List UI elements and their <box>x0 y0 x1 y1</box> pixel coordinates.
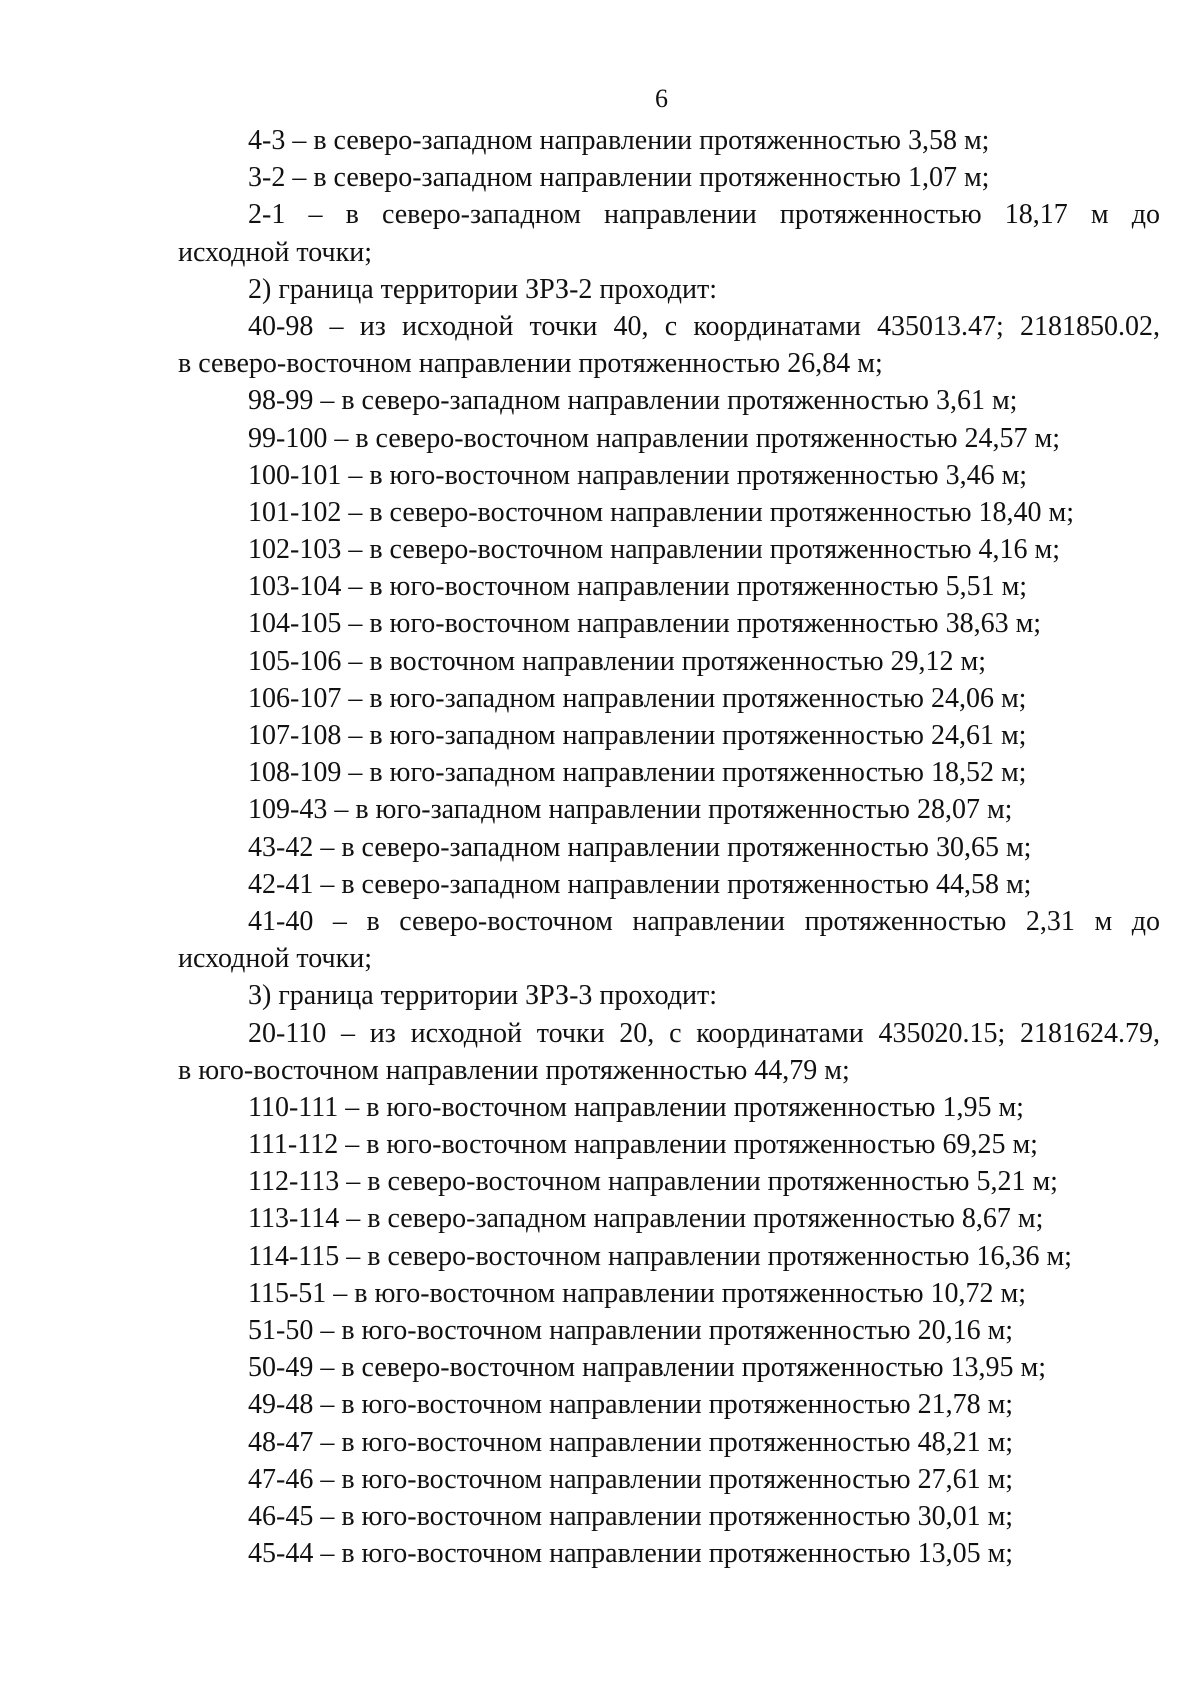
boundary-segment: 115-51 – в юго-восточном направлении протяженностью 10,72 м; <box>248 1277 1027 1309</box>
boundary-segment: 102-103 – в северо-восточном направлении протяженностью 4,16 м; <box>248 534 1061 566</box>
boundary-segment: 98-99 – в северо-западном направлении протяженностью 3,61 м; <box>248 385 1018 417</box>
boundary-segment: 20-110 – из исходной точки 20, с координатами 435020.15; 2181624.79, <box>248 1017 1160 1049</box>
boundary-segment: 47-46 – в юго-восточном направлении протяженностью 27,61 м; <box>248 1463 1014 1495</box>
boundary-segment: 101-102 – в северо-восточном направлении протяженностью 18,40 м; <box>248 496 1075 528</box>
boundary-segment: 45-44 – в юго-восточном направлении протяженностью 13,05 м; <box>248 1538 1014 1570</box>
boundary-segment: 111-112 – в юго-восточном направлении протяженностью 69,25 м; <box>248 1129 1038 1161</box>
boundary-segment: 41-40 – в северо-восточном направлении протяженностью 2,31 м до <box>248 905 1160 937</box>
boundary-segment: 105-106 – в восточном направлении протяженностью 29,12 м; <box>248 645 987 677</box>
boundary-segment: 49-48 – в юго-восточном направлении протяженностью 21,78 м; <box>248 1389 1014 1421</box>
boundary-segment-continuation: исходной точки; <box>178 943 372 975</box>
boundary-segment: 110-111 – в юго-восточном направлении протяженностью 1,95 м; <box>248 1091 1024 1123</box>
boundary-segment: 104-105 – в юго-восточном направлении протяженностью 38,63 м; <box>248 608 1042 640</box>
boundary-segment: 114-115 – в северо-восточном направлении протяженностью 16,36 м; <box>248 1240 1072 1272</box>
zone-heading: 3) граница территории ЗРЗ-3 проходит: <box>248 980 718 1012</box>
page-number: 6 <box>655 84 668 113</box>
boundary-segment: 108-109 – в юго-западном направлении протяженностью 18,52 м; <box>248 757 1027 789</box>
boundary-segment: 50-49 – в северо-восточном направлении протяженностью 13,95 м; <box>248 1352 1047 1384</box>
boundary-segment: 113-114 – в северо-западном направлении протяженностью 8,67 м; <box>248 1203 1044 1235</box>
boundary-segment: 46-45 – в юго-восточном направлении протяженностью 30,01 м; <box>248 1500 1014 1532</box>
boundary-segment-continuation: исходной точки; <box>178 236 372 268</box>
boundary-segment: 107-108 – в юго-западном направлении протяженностью 24,61 м; <box>248 720 1027 751</box>
boundary-segment: 40-98 – из исходной точки 40, с координатами 435013.47; 2181850.02, <box>248 310 1160 342</box>
boundary-segment: 99-100 – в северо-восточном направлении протяженностью 24,57 м; <box>248 422 1061 454</box>
boundary-segment: 42-41 – в северо-западном направлении протяженностью 44,58 м; <box>248 868 1032 900</box>
boundary-segment: 106-107 – в юго-западном направлении протяженностью 24,06 м; <box>248 682 1027 714</box>
boundary-segment-continuation: в юго-восточном направлении протяженностью 44,79 м; <box>178 1054 850 1086</box>
boundary-segment: 100-101 – в юго-восточном направлении протяженностью 3,46 м; <box>248 459 1028 491</box>
boundary-segment: 103-104 – в юго-восточном направлении протяженностью 5,51 м; <box>248 571 1028 603</box>
document-body <box>178 122 1160 1572</box>
boundary-segment: 51-50 – в юго-восточном направлении протяженностью 20,16 м; <box>248 1315 1014 1346</box>
boundary-segment: 43-42 – в северо-западном направлении протяженностью 30,65 м; <box>248 831 1032 863</box>
boundary-segment-continuation: в северо-восточном направлении протяженностью 26,84 м; <box>178 348 883 380</box>
boundary-segment: 109-43 – в юго-западном направлении протяженностью 28,07 м; <box>248 794 1013 826</box>
boundary-segment: 4-3 – в северо-западном направлении протяженностью 3,58 м; <box>248 125 990 156</box>
boundary-segment: 2-1 – в северо-западном направлении протяженностью 18,17 м до <box>248 199 1160 231</box>
boundary-segment: 112-113 – в северо-восточном направлении протяженностью 5,21 м; <box>248 1166 1058 1198</box>
boundary-segment: 48-47 – в юго-восточном направлении протяженностью 48,21 м; <box>248 1426 1014 1458</box>
boundary-segment: 3-2 – в северо-западном направлении протяженностью 1,07 м; <box>248 162 990 194</box>
zone-heading: 2) граница территории ЗРЗ-2 проходит: <box>248 273 718 305</box>
